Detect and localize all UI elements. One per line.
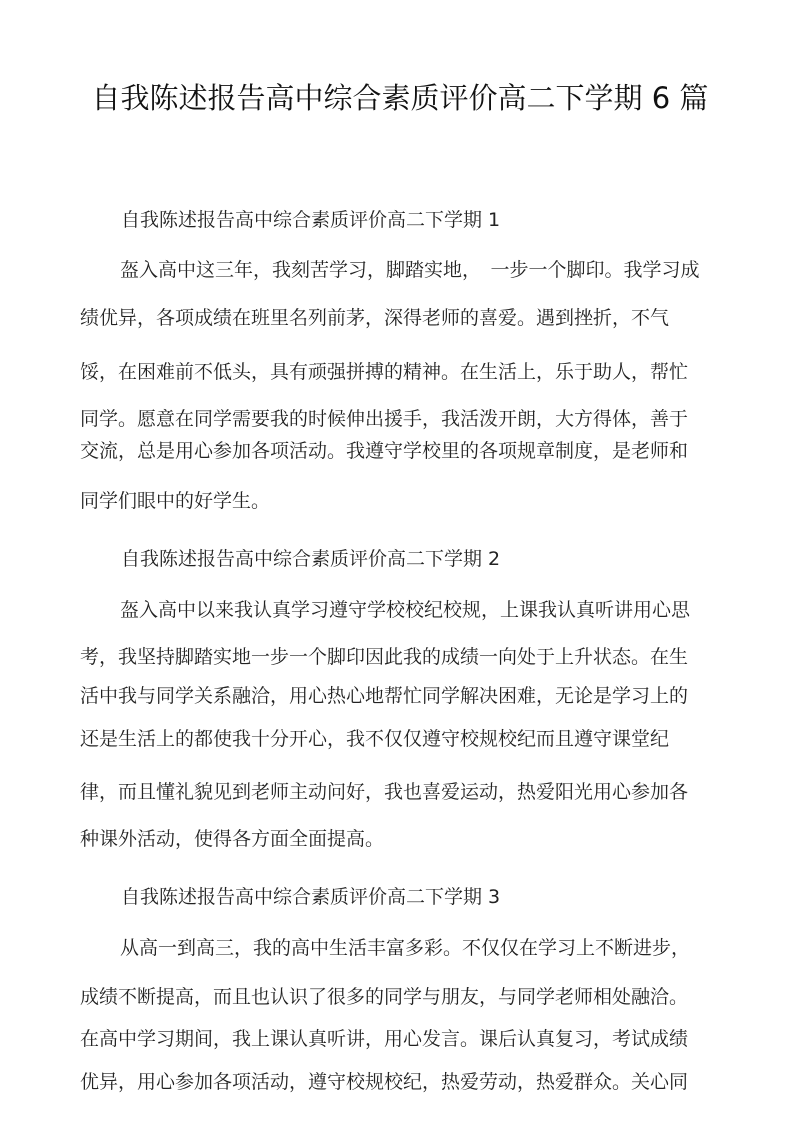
paragraph-line: 同学。愿意在同学需要我的时候伸出援手，我活泼开朗，大方得体，善于 xyxy=(80,408,689,430)
paragraph-line: 馁，在困难前不低头，具有顽强拼搏的精神。在生活上，乐于助人，帮忙 xyxy=(80,361,689,383)
section-heading-1: 自我陈述报告高中综合素质评价高二下学期 1 xyxy=(121,209,501,231)
paragraph-line: 优异，用心参加各项活动，遵守校规校纪，热爱劳动，热爱群众。关心同 xyxy=(80,1071,689,1093)
paragraph-line: 活中我与同学关系融洽，用心热心地帮忙同学解决困难，无论是学习上的 xyxy=(80,685,689,707)
paragraph-line: 种课外活动，使得各方面全面提高。 xyxy=(80,828,385,850)
section-heading-3: 自我陈述报告高中综合素质评价高二下学期 3 xyxy=(121,886,501,908)
section-heading-2: 自我陈述报告高中综合素质评价高二下学期 2 xyxy=(121,548,501,570)
section-paragraph-1 xyxy=(80,255,720,525)
document-title: 自我陈述报告高中综合素质评价高二下学期 6 篇 xyxy=(91,81,709,115)
section-paragraph-2 xyxy=(80,595,720,865)
paragraph-line: 盔入高中以来我认真学习遵守学校校纪校规，上课我认真听讲用心思 xyxy=(120,599,691,621)
paragraph-line: 从高一到高三，我的高中生活丰富多彩。不仅仅在学习上不断进步， xyxy=(120,937,691,959)
paragraph-line: 成绩不断提高，而且也认识了很多的同学与朋友，与同学老师相处融洽。 xyxy=(80,986,689,1008)
paragraph-line: 考，我坚持脚踏实地一步一个脚印因此我的成绩一向处于上升状态。在生 xyxy=(80,646,689,668)
paragraph-line: 交流，总是用心参加各项活动。我遵守学校里的各项规章制度，是老师和 xyxy=(80,440,689,462)
paragraph-line: 律，而且懂礼貌见到老师主动问好，我也喜爱运动，热爱阳光用心参加各 xyxy=(80,781,689,803)
paragraph-line: 还是生活上的都使我十分开心，我不仅仅遵守校规校纪而且遵守课堂纪 xyxy=(80,728,670,750)
paragraph-line: 盔入高中这三年，我刻苦学习，脚踏实地， 一步一个脚印。我学习成 xyxy=(120,259,700,281)
section-paragraph-3 xyxy=(80,933,720,1123)
paragraph-line: 绩优异，各项成绩在班里名列前茅，深得老师的喜爱。遇到挫折，不气 xyxy=(80,307,670,329)
paragraph-line: 在高中学习期间，我上课认真听讲，用心发言。课后认真复习，考试成绩 xyxy=(80,1028,689,1050)
paragraph-line: 同学们眼中的好学生。 xyxy=(80,490,271,512)
